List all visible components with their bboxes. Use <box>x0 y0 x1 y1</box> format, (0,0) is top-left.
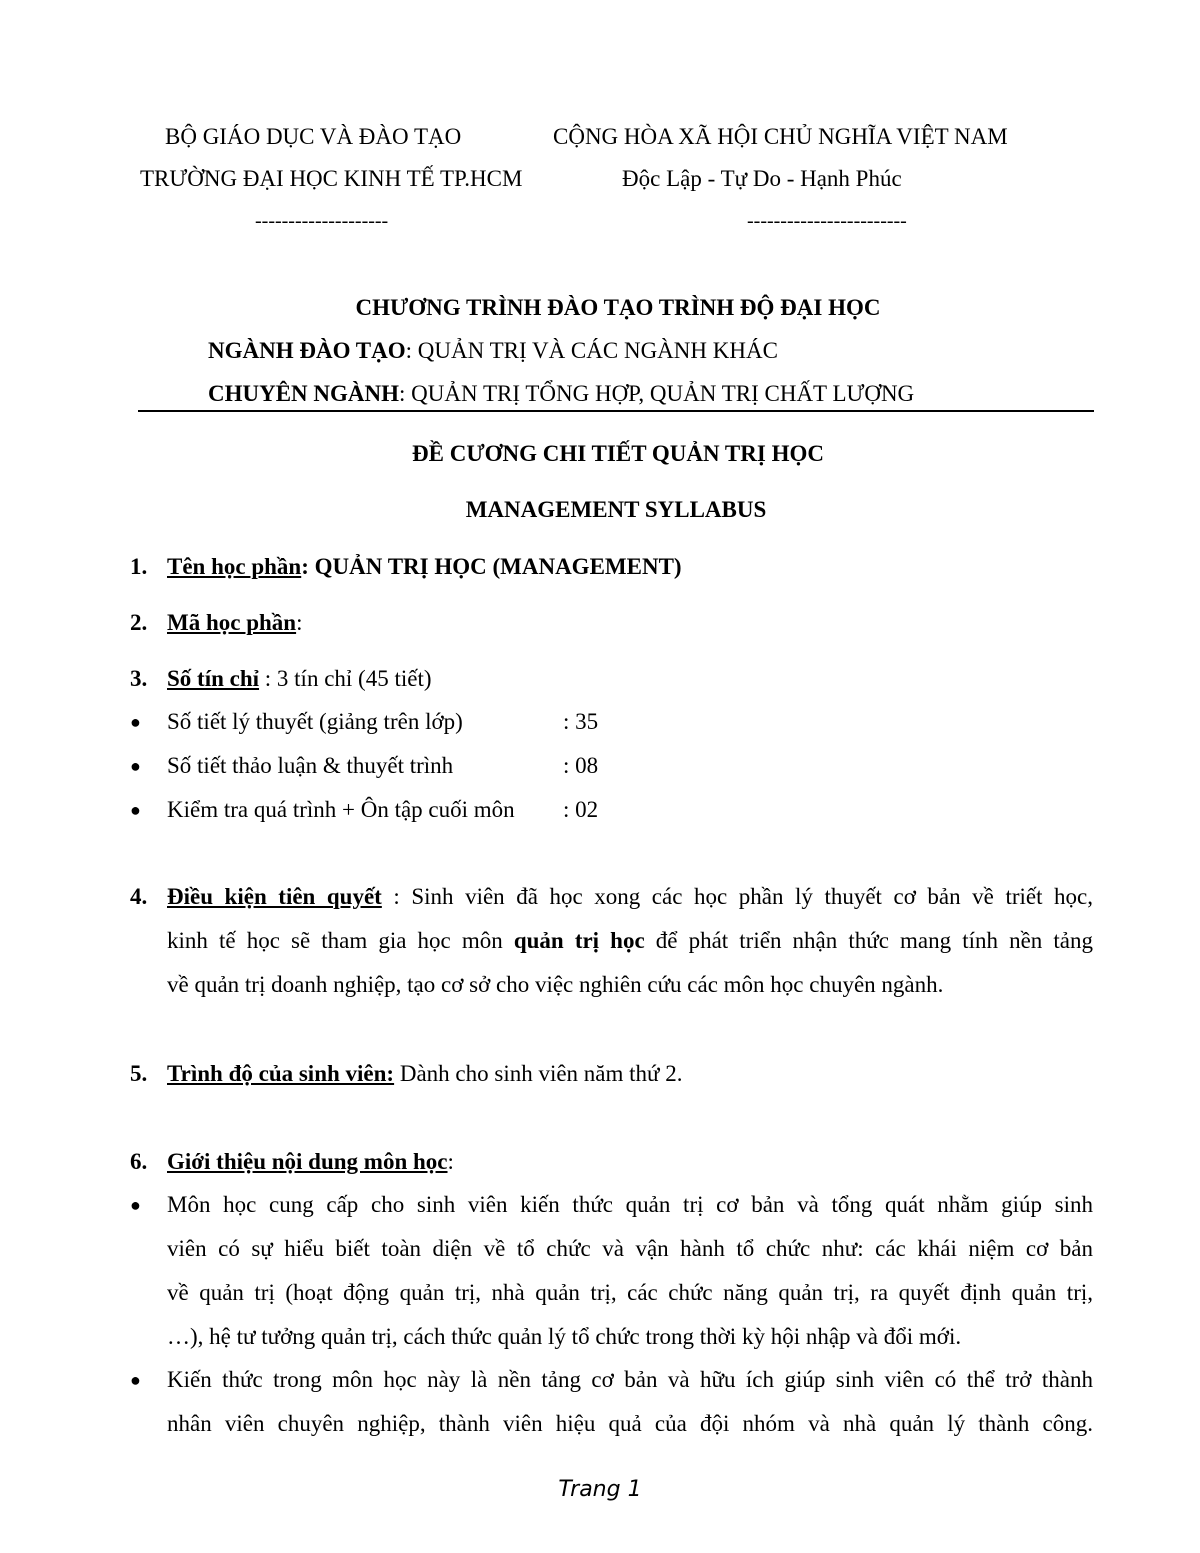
section-4-line-2 <box>167 928 1093 954</box>
program-specialty <box>208 381 914 407</box>
section-3 <box>167 666 432 692</box>
section-1-number: 1. <box>130 554 148 579</box>
section-5-value: Dành cho sinh viên năm thứ 2. <box>394 1061 683 1086</box>
section-6-label: Giới thiệu nội dung môn học <box>167 1149 448 1174</box>
page-number: Trang 1 <box>558 1477 642 1502</box>
section-6-number: 6. <box>130 1149 148 1174</box>
section-1-colon: : <box>301 554 309 579</box>
country-name: CỘNG HÒA XÃ HỘI CHỦ NGHĨA VIỆT NAM <box>553 124 1008 149</box>
bullet-icon: ● <box>130 800 141 820</box>
left-divider: -------------------- <box>255 210 389 232</box>
syllabus-title-en: MANAGEMENT SYLLABUS <box>465 497 767 522</box>
credit-item: Số tiết lý thuyết (giảng trên lớp) <box>167 709 463 734</box>
program-title: CHƯƠNG TRÌNH ĐÀO TẠO TRÌNH ĐỘ ĐẠI HỌC <box>355 295 881 320</box>
credit-item-value: : 35 <box>563 709 599 734</box>
section-6-bullet-1-line: …), hệ tư tưởng quản trị, cách thức quản lý tổ chức trong thời kỳ hội nhập và đổi mới. <box>167 1324 962 1349</box>
ministry-name: BỘ GIÁO DỤC VÀ ĐÀO TẠO <box>165 124 462 149</box>
section-1-label: Tên học phần <box>167 554 302 579</box>
section-3-label: Số tín chỉ <box>167 666 260 691</box>
section-6-colon: : <box>447 1149 454 1174</box>
bullet-icon: ● <box>130 1370 141 1390</box>
university-name: TRƯỜNG ĐẠI HỌC KINH TẾ TP.HCM <box>140 166 523 191</box>
section-4-line-1 <box>167 884 1093 910</box>
bullet-icon: ● <box>130 1195 141 1215</box>
major-value: : QUẢN TRỊ VÀ CÁC NGÀNH KHÁC <box>405 338 778 363</box>
section-4-label: Điều kiện tiên quyết <box>167 884 382 909</box>
section-5 <box>167 1061 683 1087</box>
section-2-number: 2. <box>130 610 148 635</box>
credit-item: Kiểm tra quá trình + Ôn tập cuối môn <box>167 797 515 822</box>
section-2 <box>167 610 302 636</box>
bullet-icon: ● <box>130 712 141 732</box>
section-6-bullet-2-line: Kiến thức trong môn học này là nền tảng cơ bản và hữu ích giúp sinh viên có thể trở thành <box>167 1367 1093 1392</box>
header-rule <box>138 410 1094 412</box>
section-6-bullet-1-line: viên có sự hiểu biết toàn diện về tổ chức và vận hành tổ chức như: các khái niệm cơ bản <box>167 1236 1093 1261</box>
section-6 <box>167 1149 454 1175</box>
right-divider: ------------------------ <box>747 210 907 232</box>
section-4-emphasis: quản trị học <box>513 928 645 953</box>
section-4-text: để phát triển nhận thức mang tính nền tảng <box>644 928 1093 953</box>
section-4-text: kinh tế học sẽ tham gia học môn <box>167 928 514 953</box>
program-major <box>208 338 778 364</box>
section-4-line-3: về quản trị doanh nghiệp, tạo cơ sở cho việc nghiên cứu các môn học chuyên ngành. <box>167 972 944 997</box>
credit-item: Số tiết thảo luận & thuyết trình <box>167 753 454 778</box>
section-6-bullet-2-line: nhân viên chuyên nghiệp, thành viên hiệu quả của đội nhóm và nhà quản lý thành công. <box>167 1411 1093 1436</box>
section-3-number: 3. <box>130 666 148 691</box>
section-1-value: QUẢN TRỊ HỌC (MANAGEMENT) <box>308 554 682 579</box>
major-label: NGÀNH ĐÀO TẠO <box>208 338 406 363</box>
syllabus-title-vn: ĐỀ CƯƠNG CHI TIẾT QUẢN TRỊ HỌC <box>412 441 824 466</box>
section-2-label: Mã học phần <box>167 610 297 635</box>
specialty-value: : QUẢN TRỊ TỔNG HỢP, QUẢN TRỊ CHẤT LƯỢNG <box>399 381 915 406</box>
section-6-bullet-1-line: về quản trị (hoạt động quản trị, nhà quản trị, các chức năng quản trị, ra quyết định quản trị, <box>167 1280 1093 1305</box>
section-1 <box>167 554 682 580</box>
section-2-colon: : <box>296 610 303 635</box>
section-3-value: : 3 tín chỉ (45 tiết) <box>259 666 432 691</box>
credit-item-value: : 08 <box>563 753 599 778</box>
bullet-icon: ● <box>130 756 141 776</box>
national-motto: Độc Lập - Tự Do - Hạnh Phúc <box>622 166 902 191</box>
credit-item-value: : 02 <box>563 797 599 822</box>
section-5-number: 5. <box>130 1061 148 1086</box>
section-5-label: Trình độ của sinh viên: <box>167 1061 395 1086</box>
specialty-label: CHUYÊN NGÀNH <box>208 381 400 406</box>
section-6-bullet-1-line: Môn học cung cấp cho sinh viên kiến thức quản trị cơ bản và tổng quát nhằm giúp sinh <box>167 1192 1093 1217</box>
section-4-text: : Sinh viên đã học xong các học phần lý thuyết cơ bản về triết học, <box>381 884 1093 909</box>
section-4-number: 4. <box>130 884 148 909</box>
